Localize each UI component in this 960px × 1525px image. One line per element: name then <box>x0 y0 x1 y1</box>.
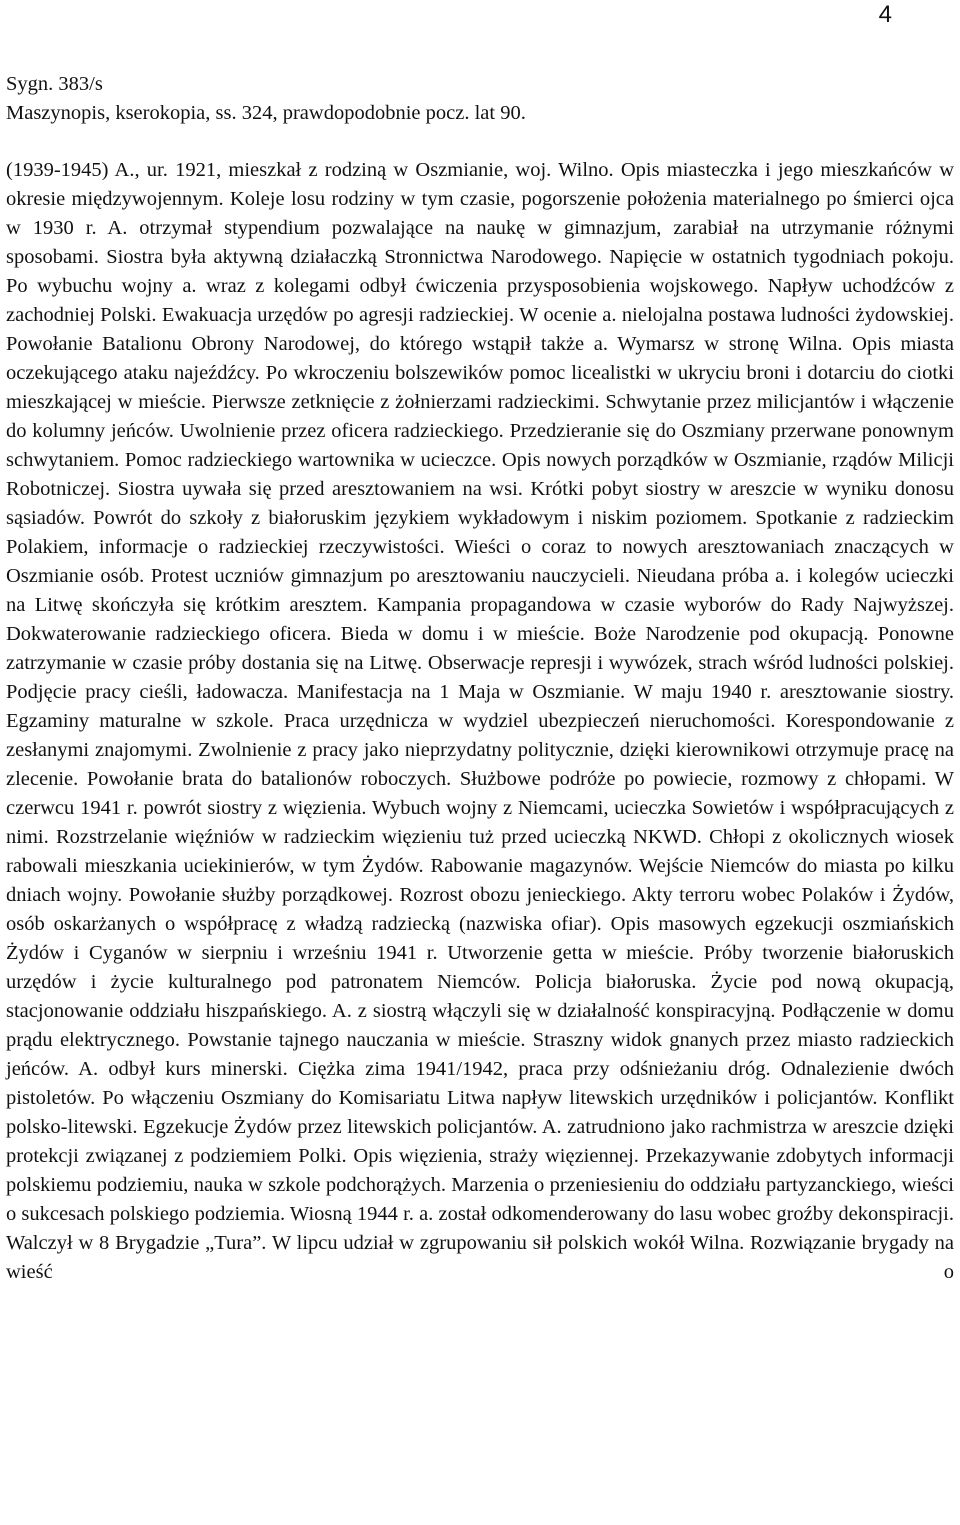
record-header <box>6 70 954 128</box>
record-description: Maszynopis, kserokopia, ss. 324, prawdopodobnie pocz. lat 90. <box>6 102 526 124</box>
page-number: 4 <box>878 1 892 28</box>
signature-code: Sygn. 383/s <box>6 73 103 95</box>
summary-paragraph: (1939-1945) A., ur. 1921, mieszkał z rodziną w Oszmianie, woj. Wilno. Opis miasteczka i jego mieszkańców w okresie międzywojennym. Koleje losu rodziny w tym czasie, pogorszenie położenia materialnego po śmierci ojca w 1930 r. A. otrzymał stypendium pozwalające na naukę w gimnazjum, zarabiał na utrzymanie różnymi sposobami. Siostra była aktywną działaczką Stronnictwa Narodowego. Napięcie w ostatnich tygodniach pokoju. Po wybuchu wojny a. wraz z kolegami odbył ćwiczenia przysposobienia wojskowego. Napływ uchodźców z zachodniej Polski. Ewakuacja urzędów po agresji radzieckiej. W ocenie a. nielojalna postawa ludności żydowskiej. Powołanie Batalionu Obrony Narodowej, do którego wstąpił także a. Wymarsz w stronę Wilna. Opis miasta oczekującego ataku najeźdźcy. Po wkroczeniu bolszewików pomoc licealistki w ukryciu broni i dotarciu do ciotki mieszkającej w mieście. Pierwsze zetknięcie z żołnierzami radzieckimi. Schwytanie przez milicjantów i włączenie do kolumny jeńców. Uwolnienie przez oficera radzieckiego. Przedzieranie się do Oszmiany przerwane ponownym schwytaniem. Pomoc radzieckiego wartownika w ucieczce. Opis nowych porządków w Oszmianie, rządów Milicji Robotniczej. Siostra uywała się przed aresztowaniem na wsi. Krótki pobyt siostry w areszcie w wyniku donosu sąsiadów. Powrót do szkoły z białoruskim językiem wykładowym i niskim poziomem. Spotkanie z radzieckim Polakiem, informacje o radzieckiej rzeczywistości. Wieści o coraz to nowych aresztowaniach znaczących w Oszmianie osób. Protest uczniów gimnazjum po aresztowaniu nauczycieli. Nieudana próba a. i kolegów ucieczki na Litwę skończyła się krótkim aresztem. Kampania propagandowa w czasie wyborów do Rady Najwyższej. Dokwaterowanie radzieckiego oficera. Bieda w domu i w mieście. Boże Narodzenie pod okupacją. Ponowne zatrzymanie w czasie próby dostania się na Litwę. Obserwacje represji i wywózek, strach wśród ludności polskiej. Podjęcie pracy cieśli, ładowacza. Manifestacja na 1 Maja w Oszmianie. W maju 1940 r. aresztowanie siostry. Egzaminy maturalne w szkole. Praca urzędnicza w wydziel ubezpieczeń nieruchomości. Korespondowanie z zesłanymi znajomymi. Zwolnienie z pracy jako nieprzydatny politycznie, dzięki kierownikowi otrzymuje pracę na zlecenie. Powołanie brata do batalionów roboczych. Służbowe podróże po powiecie, rozmowy z chłopami. W czerwcu 1941 r. powrót siostry z więzienia. Wybuch wojny z Niemcami, ucieczka Sowietów i współpracujących z nimi. Rozstrzelanie więźniów w radzieckim więzieniu tuż przed ucieczką NKWD. Chłopi z okolicznych wiosek rabowali mieszkania uciekinierów, w tym Żydów. Rabowanie magazynów. Wejście Niemców do miasta po kilku dniach wojny. Powołanie służby porządkowej. Rozrost obozu jenieckiego. Akty terroru wobec Polaków i Żydów, osób oskarżanych o współpracę z władzą radziecką (nazwiska ofiar). Opis masowych egzekucji oszmiańskich Żydów i Cyganów w sierpniu i wrześniu 1941 r. Utworzenie getta w mieście. Próby tworzenie białoruskich urzędów i życie kulturalnego pod patronatem Niemców. Policja białoruska. Życie pod nową okupacją, stacjonowanie oddziału hiszpańskiego. A. z siostrą włączyli się w działalność konspiracyjną. Podłączenie w domu prądu elektrycznego. Powstanie tajnego nauczania w mieście. Straszny widok gnanych przez miasto radzieckich jeńców. A. odbył kurs minerski. Ciężka zima 1941/1942, praca przy odśnieżaniu dróg. Odnalezienie dwóch pistoletów. Po włączeniu Oszmiany do Komisariatu Litwa napływ litewskich urzędników i policjantów. Konflikt polsko-litewski. Egzekucje Żydów przez litewskich policjantów. A. zatrudniono jako rachmistrza w areszcie dzięki protekcji związanej z podziemiem Polki. Opis więzienia, straży więziennej. Przekazywanie zdobytych informacji polskiemu podziemiu, nauka w szkole podchorążych. Marzenia o przeniesieniu do oddziału partyzanckiego, wieści o sukcesach polskiego podziemia. Wiosną 1944 r. a. został odkomenderowany do lasu wobec groźby dekonspiracji. Walczył w 8 Brygadzie „Tura”. W lipcu udział w zgrupowaniu sił polskich wokół Wilna. Rozwiązanie brygady na wieść o <box>6 159 954 1283</box>
